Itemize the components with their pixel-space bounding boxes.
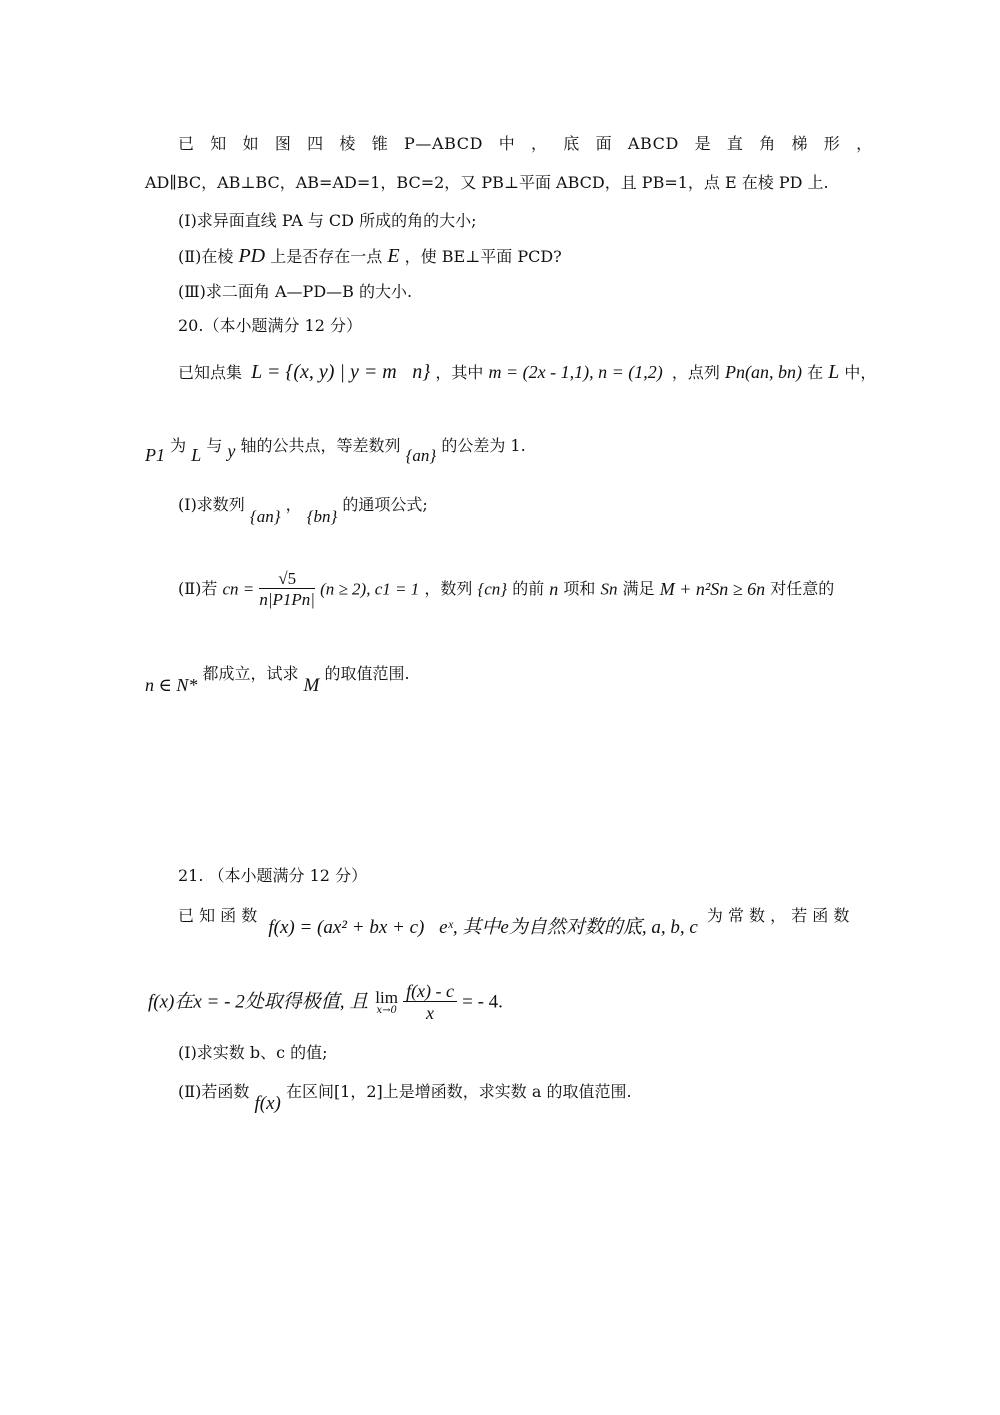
q21-limit xyxy=(375,989,398,1016)
q20-part2-cn: {cn} xyxy=(477,579,508,599)
q21-l2-a: f(x)在x = - 2处取得极值, 且 xyxy=(148,991,369,1013)
q20-part1-an: {an} xyxy=(249,507,281,526)
q20-cn-lhs: cn = xyxy=(222,579,255,599)
q20-line2 xyxy=(145,436,526,465)
q20-part2-b: ，数列 xyxy=(424,579,473,598)
q20-l2-y: y xyxy=(227,441,236,461)
q20-part2-f: 对任意的 xyxy=(770,579,835,598)
q20-header-text: 20.（本小题满分 12 分） xyxy=(178,316,362,335)
q21-lim-denominator: x xyxy=(426,1003,435,1023)
q20-l2-b: 与 xyxy=(206,436,223,455)
q20-set-expression: L = {(x, y) | y = m⃞n} xyxy=(251,361,431,383)
q20-l1-c: ，点列 xyxy=(671,363,720,382)
q21-lim-subscript: x→0 xyxy=(376,1004,397,1016)
q21-lim-rhs: = - 4. xyxy=(462,991,503,1013)
q19-intro-line2 xyxy=(145,175,829,191)
q19-part2-text-b: 上是否存在一点 xyxy=(270,247,383,266)
q21-part1-text: (Ⅰ)求实数 b、c 的值; xyxy=(178,1043,328,1062)
q20-l2-a: 为 xyxy=(170,436,187,455)
q20-l2-c: 轴的公共点，等差数列 xyxy=(240,436,401,455)
q20-cn-denominator: n|P1Pn| xyxy=(259,590,315,609)
q21-l1-b: 为 常 数 ， 若 函 数 xyxy=(706,906,850,925)
q19-part1 xyxy=(178,213,476,229)
q19-part2 xyxy=(178,246,562,266)
q20-l1-a: 已知点集 xyxy=(178,363,243,382)
q20-l1-b: ，其中 xyxy=(435,363,484,382)
q20-vector-expression: m = (2x - 1,1), n = (1,2) xyxy=(488,362,663,382)
q19-intro-line1 xyxy=(178,136,873,152)
q19-part2-text-a: (Ⅱ)在棱 xyxy=(178,247,234,266)
q20-l1-L: L xyxy=(828,361,840,383)
q20-part2-e: 满足 xyxy=(622,579,655,598)
q20-part1-bn: {bn} xyxy=(306,507,338,526)
q20-cn-fraction xyxy=(259,570,315,608)
q19-part1-text: (Ⅰ)求异面直线 PA 与 CD 所成的角的大小; xyxy=(178,211,477,230)
q19-part2-e: E xyxy=(387,245,400,267)
q21-line1 xyxy=(178,906,850,938)
q20-part2-d: 项和 xyxy=(563,579,596,598)
q21-lim-numerator: f(x) - c xyxy=(403,982,457,1002)
q20-part1-b: 的通项公式; xyxy=(342,495,428,514)
q20-part1-sep: ， xyxy=(285,495,302,514)
q20-l2-an: {an} xyxy=(405,446,437,465)
q21-limit-fraction xyxy=(403,982,457,1022)
q21-part2 xyxy=(178,1082,632,1114)
q20-l4-b: 的取值范围. xyxy=(324,664,410,683)
q20-part2 xyxy=(178,570,834,608)
q20-part2-a: (Ⅱ)若 xyxy=(178,579,218,598)
q20-l2-d: 的公差为 1. xyxy=(441,436,526,455)
q19-intro-line2-text: AD∥BC，AB⊥BC，AB=AD=1，BC=2，又 PB⊥平面 ABCD，且 PB=1，点 E 在棱 PD 上. xyxy=(145,173,829,192)
q20-part1 xyxy=(178,495,428,526)
q20-part2-n: n xyxy=(549,579,559,599)
q19-intro-line1-text: 已 知 如 图 四 棱 锥 P—ABCD 中 ， 底 面 ABCD 是 直 角 梯 形 ， xyxy=(178,134,873,153)
q20-l2-p1: P1 xyxy=(145,445,165,465)
q20-cn-condition: (n ≥ 2), c1 = 1 xyxy=(320,579,420,599)
q20-line1 xyxy=(178,362,876,382)
q20-header xyxy=(178,318,362,334)
q21-lim-word: lim xyxy=(375,987,398,1007)
q20-l4-n: n ∈ N* xyxy=(145,675,198,695)
q20-part2-sn: Sn xyxy=(600,579,618,599)
q20-l4-a: 都成立，试求 xyxy=(202,664,299,683)
q20-cn-numerator: √5 xyxy=(259,570,315,589)
q20-part2-c: 的前 xyxy=(512,579,545,598)
q19-part2-pd: PD xyxy=(238,245,266,267)
q20-l1-e: 中， xyxy=(844,363,877,382)
q21-header-text: 21. （本小题满分 12 分） xyxy=(178,866,368,885)
q19-part3 xyxy=(178,284,412,300)
q21-part2-a: (Ⅱ)若函数 xyxy=(178,1082,250,1101)
q21-part2-b: 在区间[1，2]上是增函数，求实数 a 的取值范围. xyxy=(285,1082,632,1101)
q20-pn-expression: Pn(an, bn) xyxy=(724,362,802,382)
q20-l1-d: 在 xyxy=(807,363,824,382)
q20-part1-a: (Ⅰ)求数列 xyxy=(178,495,245,514)
q20-inequality: M + n²Sn ≥ 6n xyxy=(659,579,766,599)
q21-header xyxy=(178,868,367,884)
q20-l2-L: L xyxy=(191,445,202,465)
q20-line4 xyxy=(145,664,410,696)
q21-part2-fx: f(x) xyxy=(254,1093,281,1114)
q21-function-expression: f(x) = (ax² + bx + c)⃞eˣ, 其中e为自然对数的底, a, b, c xyxy=(268,917,698,938)
q21-line2 xyxy=(148,982,503,1022)
q21-part1 xyxy=(178,1045,328,1061)
q20-l4-M: M xyxy=(303,675,320,696)
q21-l1-a: 已 知 函 数 xyxy=(178,906,258,925)
q19-part3-text: (Ⅲ)求二面角 A—PD—B 的大小. xyxy=(178,282,413,301)
q19-part2-text-c: ，使 BE⊥平面 PCD? xyxy=(404,247,562,266)
